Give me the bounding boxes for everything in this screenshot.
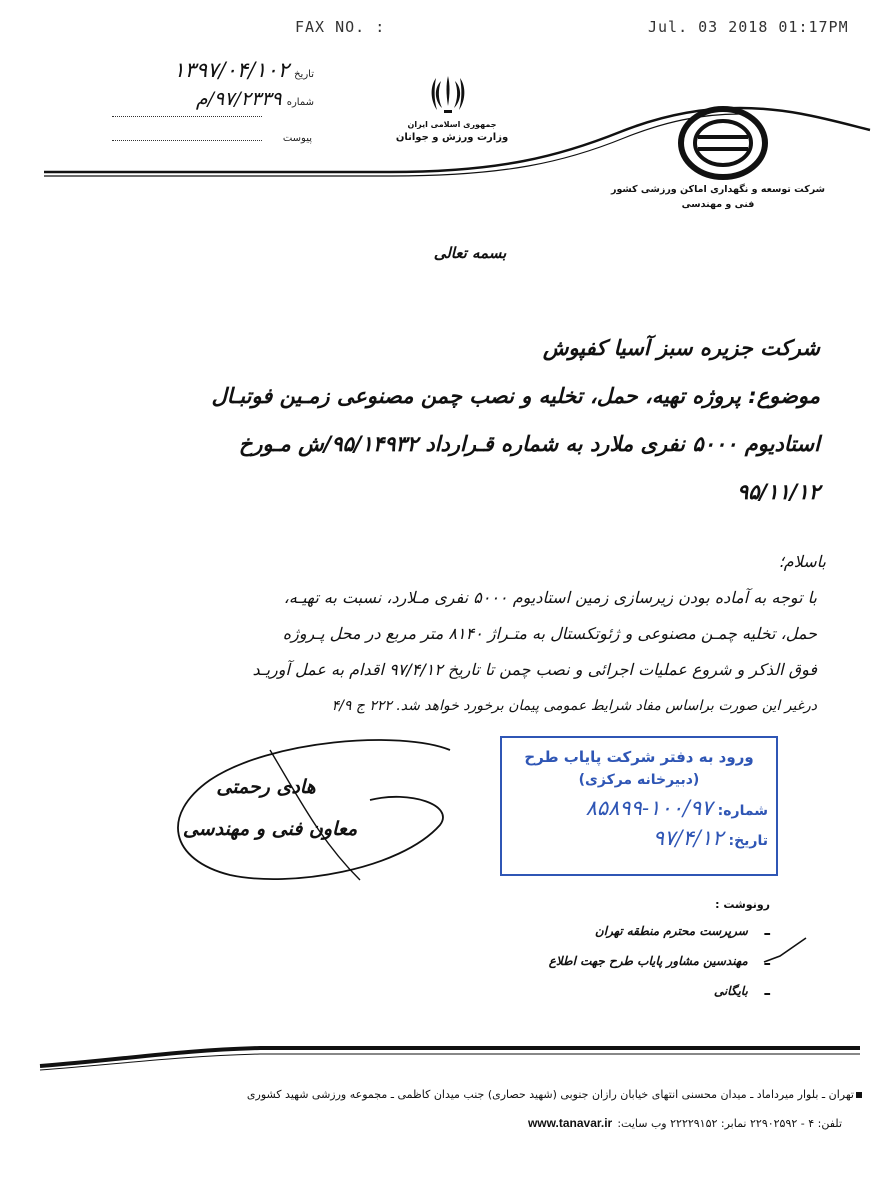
stamp-number-row xyxy=(502,796,776,826)
cc-check-mark xyxy=(760,934,810,974)
footer-bullet xyxy=(856,1092,862,1098)
company-line1: شرکت توسعه و نگهداری اماکن ورزشی کشور xyxy=(610,184,826,195)
cc-item: ـ بایگانی xyxy=(713,980,770,999)
date-value: ۱۳۹۷/۰۴/۱۰۲ xyxy=(173,58,289,82)
ministry-line1: جمهوری اسلامی ایران xyxy=(407,120,497,129)
cc-item-text: سرپرست محترم منطقه تهران xyxy=(594,924,748,938)
fax-datetime: Jul. 03 2018 01:17PM xyxy=(648,18,849,36)
signatory-title: معاون فنی و مهندسی xyxy=(182,818,358,840)
cc-item: ـ سرپرست محترم منطقه تهران xyxy=(594,920,770,939)
cc-list xyxy=(480,920,770,1010)
cc-title: رونوشت : xyxy=(715,898,770,911)
body-line-1: با توجه به آماده بودن زیرسازی زمین استادیوم ۵۰۰۰ نفری مـلارد، نسبت به تهیـه، xyxy=(283,588,817,607)
addressee: شرکت جزیره سبز آسیا کفپوش xyxy=(542,336,820,360)
incoming-stamp xyxy=(500,736,778,876)
attachment-label: پیوست xyxy=(282,133,312,144)
subject-line-3: ۹۵/۱۱/۱۲ xyxy=(736,480,820,504)
signature-scribble xyxy=(150,730,460,890)
header-swoosh xyxy=(0,60,886,190)
stamp-number-value: ۱۰۰/۹۷-۸۵۸۹۹ xyxy=(585,796,713,820)
stamp-date-label: تاریخ: xyxy=(728,833,768,849)
date-label: تاریخ xyxy=(294,69,314,80)
company-line2: فنی و مهندسی xyxy=(681,199,755,210)
stamp-date-row xyxy=(502,826,776,856)
body-line-4: درغیر این صورت براساس مفاد شرایط عمومی پیمان برخورد خواهد شد. ۲۲۲ ج ۴/۹ xyxy=(331,698,817,714)
bismillah: بسمه تعالی xyxy=(433,244,507,262)
stamp-date-value: ۹۷/۴/۱۲ xyxy=(652,826,724,850)
stamp-subtitle: (دبیرخانه مرکزی) xyxy=(578,772,700,788)
fax-number-label: FAX NO. : xyxy=(295,18,386,36)
stamp-title: ورود به دفتر شرکت پاياب طرح xyxy=(524,748,754,766)
body-line-3: فوق الذکر و شروع عملیات اجرائی و نصب چمن تا تاریخ ۹۷/۴/۱۲ اقدام به عمل آوریـد xyxy=(252,660,817,679)
footer-website-link[interactable]: www.tanavar.ir xyxy=(527,1116,613,1130)
ministry-line2: وزارت ورزش و جوانان xyxy=(395,132,509,143)
footer-swoosh xyxy=(0,1036,886,1076)
stamp-number-label: شماره: xyxy=(717,803,768,819)
greeting: باسلام؛ xyxy=(778,552,826,571)
signatory-name: هادی رحمتی xyxy=(216,776,316,798)
cc-item-text: بایگانی xyxy=(713,984,748,998)
cc-item-text: مهندسین مشاور پاياب طرح جهت اطلاع xyxy=(548,954,748,968)
footer-contact-row xyxy=(262,1112,842,1131)
body-paragraph xyxy=(145,580,817,724)
number-label: شماره xyxy=(286,97,314,108)
body-line-2: حمل، تخلیه چمـن مصنوعی و ژئوتکستال به متـراژ ۸۱۴۰ متر مربع در محل پـروژه xyxy=(282,624,817,643)
number-value: ۹۷/۲۳۳۹/م xyxy=(195,88,282,110)
footer-phone: تلفن: ۴ - ۲۲۹۰۲۵۹۲ نمابر: ۲۲۲۲۹۱۵۲ وب سایت: xyxy=(617,1117,842,1130)
subject-block xyxy=(90,372,820,516)
cc-item: ـ مهندسین مشاور پاياب طرح جهت اطلاع xyxy=(548,950,770,969)
subject-line-2: استادیوم ۵۰۰۰ نفری ملارد به شماره قـرارداد ۹۵/۱۴۹۳۲/ش مـورخ xyxy=(238,432,820,456)
footer-address: تهران ـ بلوار میرداماد ـ میدان محسنی انتهای خیابان رازان جنوبی (شهید حصاری) جنب میدان کاظمی ـ مجموعه ورزشی شهید کشوری xyxy=(246,1088,854,1101)
subject-line-1: موضوع: پروژه تهیه، حمل، تخلیه و نصب چمن مصنوعی زمـین فوتبـال xyxy=(211,384,820,408)
